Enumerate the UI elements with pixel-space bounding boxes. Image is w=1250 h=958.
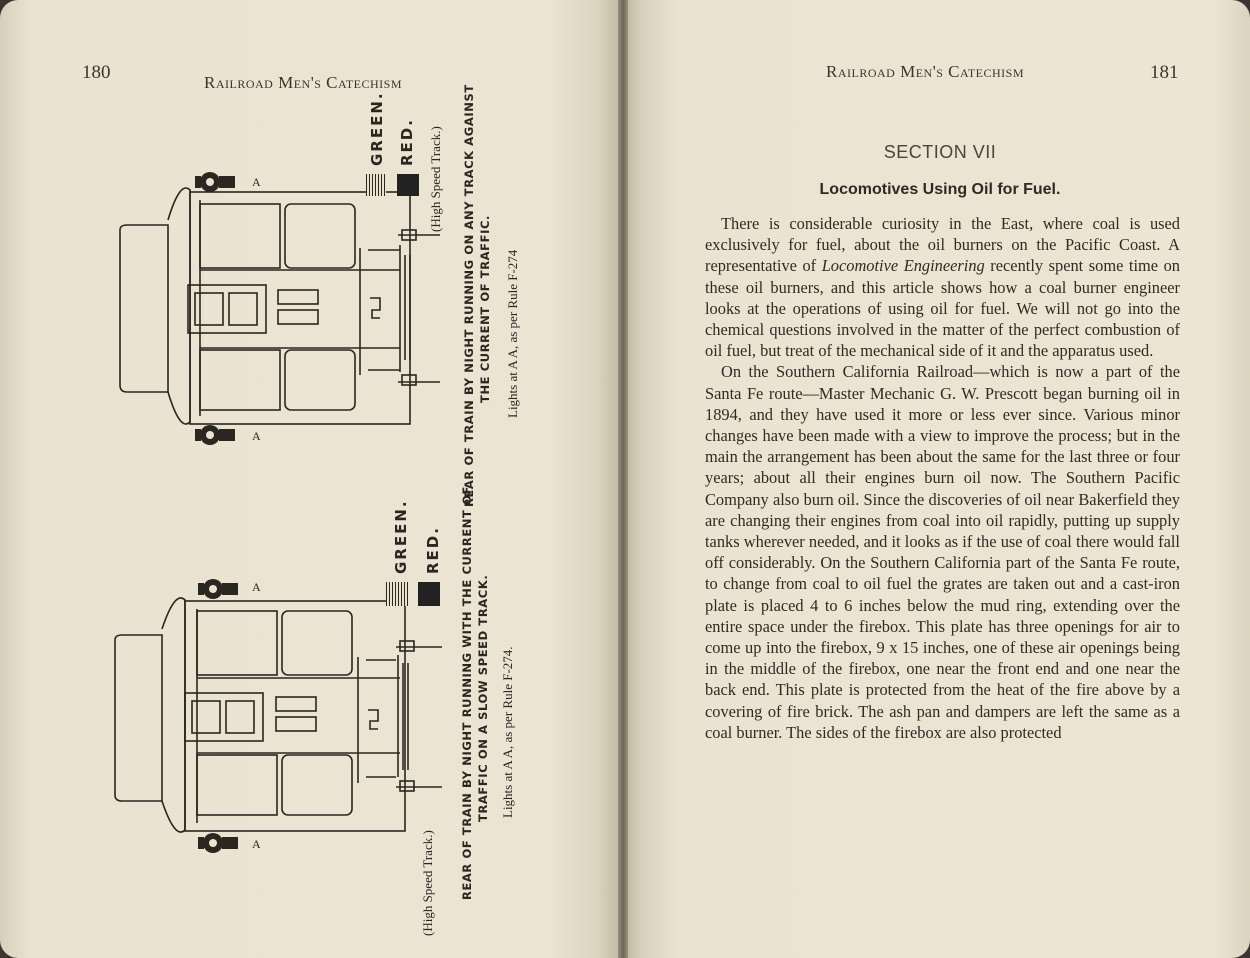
svg-text:A: A bbox=[252, 429, 261, 443]
right-running-head: Railroad Men's Catechism bbox=[826, 62, 1025, 81]
paragraph-1-italic: Locomotive Engineering bbox=[821, 256, 985, 276]
green-label-top: GREEN. bbox=[368, 91, 386, 166]
caboose-rear-illustration-bottom bbox=[100, 565, 450, 865]
caption-bottom-line1: REAR OF TRAIN BY NIGHT RUNNING WITH THE CURRENT OF bbox=[460, 486, 474, 900]
red-swatch-bottom bbox=[418, 582, 440, 606]
speed-note-top: (High Speed Track.) bbox=[428, 126, 443, 232]
section-heading: SECTION VII bbox=[883, 142, 997, 162]
article-body bbox=[705, 213, 1180, 743]
green-label-bottom: GREEN. bbox=[392, 499, 410, 574]
paragraph-2 bbox=[705, 361, 1180, 743]
caption-top-line2: THE CURRENT OF TRAFFIC. bbox=[478, 215, 492, 403]
right-page-number: 181 bbox=[1150, 62, 1179, 83]
red-label-bottom: RED. bbox=[424, 526, 442, 574]
paragraph-1-text-a: There is considerable curiosity in the East, where coal is used exclusively for fuel, about the oil burners on the Pacific Coast. A representative of bbox=[705, 214, 1180, 276]
article-subtitle: Locomotives Using Oil for Fuel. bbox=[819, 181, 1061, 198]
paragraph-1 bbox=[705, 213, 1180, 361]
rule-note-bottom: Lights at A A, as per Rule F-274. bbox=[500, 646, 515, 818]
paragraph-2-text: On the Southern California Railroad—which is now a part of the Santa Fe route—Master Mechanic G. W. Prescott began burning oil in 1894, and they have used it more or less ever since. Various minor changes have been made with a view to improve the process; but in the main the arrangement has been about the same for the last three or four years; about all their engines burn oil now. The Southern Pacific Company also burn oil. Since the discoveries of oil near Bakerfield they are changing their engines from coal into oil rapidly, putting up supply tanks wherever needed, and it looks as if the use of coal there would fall off considerably. On the Southern California part of the Santa Fe route, to change from coal to oil fuel the grates are taken out and a cast-iron plate is placed 4 to 6 inches below the mud ring, extending over the entire space under the firebox. This plate has three openings for air to come up into the firebox, 9 x 15 inches, one of these air openings being in the middle of the firebox, one near the front end and one near the back end. This plate is protected from the heat of the fire above by a covering of fire brick. The ash pan and dampers are left the same as a coal burner. The sides of the firebox are also protected bbox=[705, 362, 1180, 742]
green-swatch-top bbox=[366, 174, 386, 196]
svg-text:A: A bbox=[252, 175, 261, 189]
caboose-rear-illustration-top bbox=[100, 160, 450, 460]
rule-note-top: Lights at A A, as per Rule F-274 bbox=[505, 249, 520, 418]
caption-top-line1: REAR OF TRAIN BY NIGHT RUNNING ON ANY TRACK AGAINST bbox=[462, 84, 476, 507]
svg-text:A: A bbox=[252, 837, 261, 851]
paragraph-1-text-b: recently spent some time on these oil burners, and this article shows how a coal burner engineer looks at the operations of using oil for fuel. We will not go into the chemical questions involved in the matter of the perfect combustion of oil fuel, but treat of the mechanical side of it and the apparatus used. bbox=[705, 256, 1180, 361]
red-swatch-top bbox=[397, 174, 419, 196]
left-running-head: Railroad Men's Catechism bbox=[204, 73, 403, 92]
svg-text:A: A bbox=[252, 580, 261, 594]
caption-bottom-line2: TRAFFIC ON A SLOW SPEED TRACK. bbox=[476, 574, 490, 822]
speed-note-bottom: (High Speed Track.) bbox=[420, 830, 435, 936]
book-gutter bbox=[618, 0, 628, 958]
left-page-number: 180 bbox=[82, 62, 111, 83]
green-swatch-bottom bbox=[386, 582, 408, 606]
red-label-top: RED. bbox=[398, 118, 416, 166]
